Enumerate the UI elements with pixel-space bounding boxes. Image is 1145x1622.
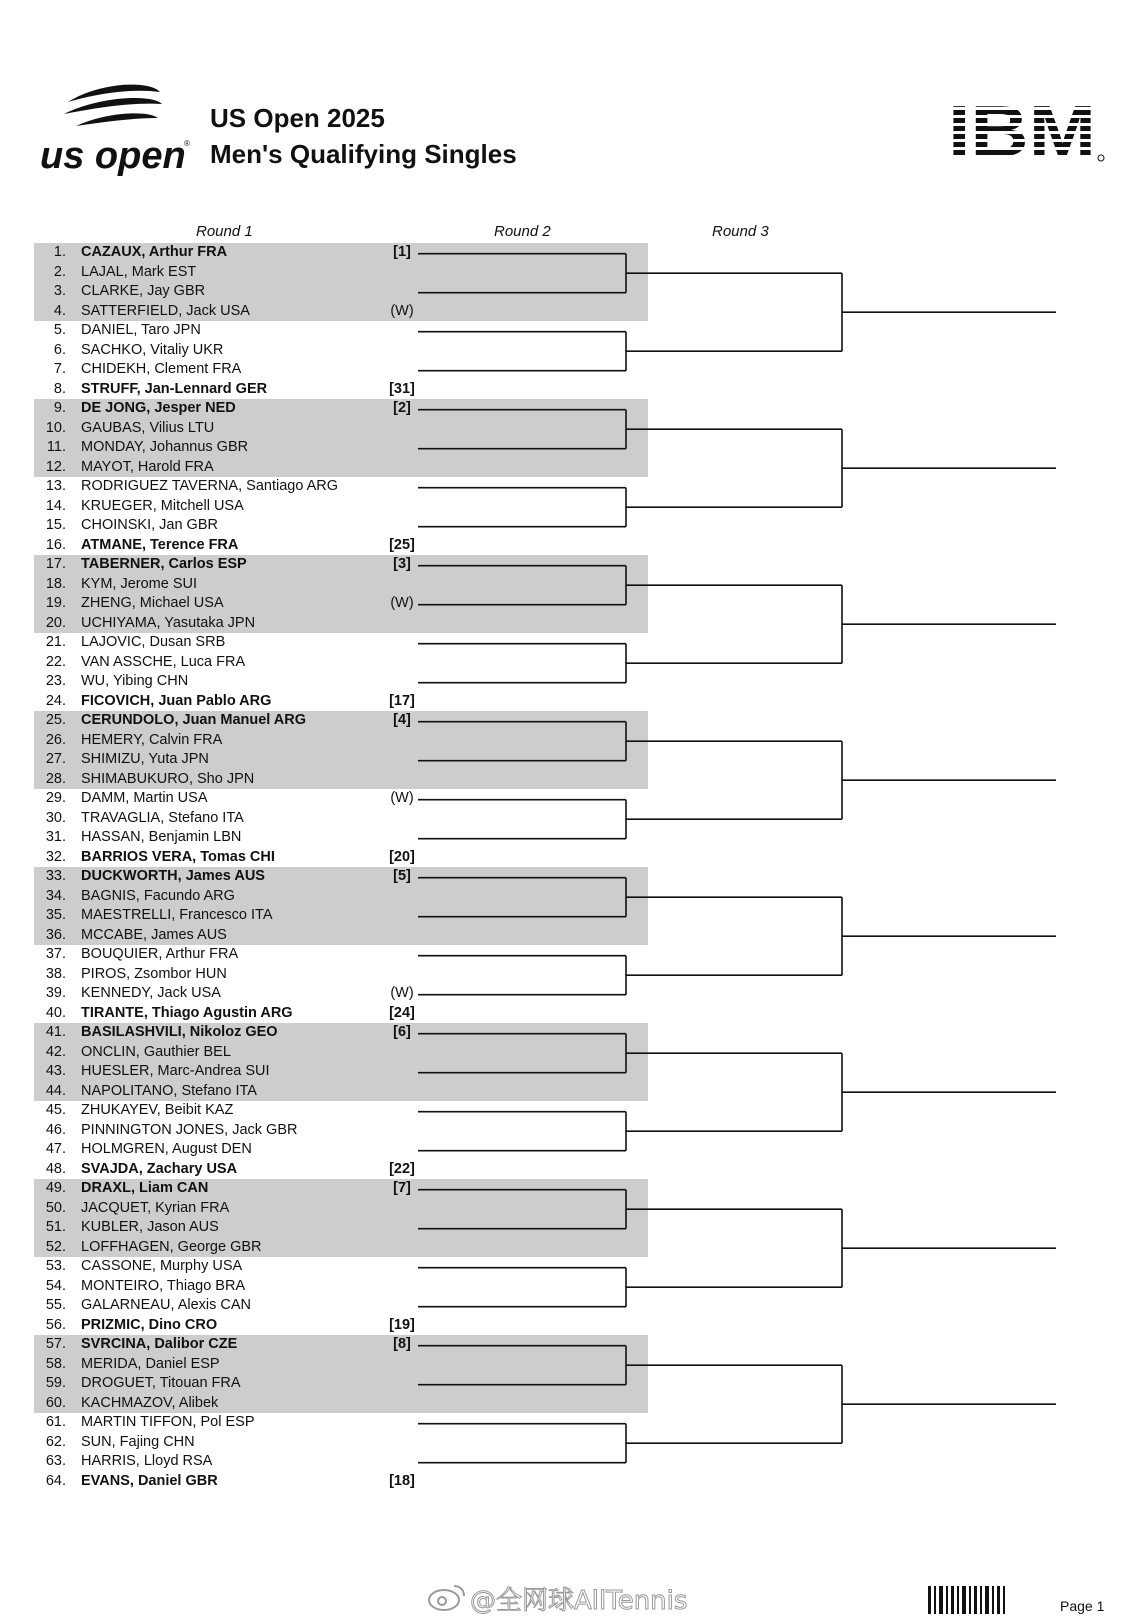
- draw-position: 15.: [45, 517, 66, 533]
- draw-position: 12.: [45, 458, 66, 475]
- player-name: GAUBAS, Vilius LTU: [81, 419, 215, 436]
- draw-position: 51.: [45, 1219, 66, 1235]
- player-name: HASSAN, Benjamin LBN: [81, 829, 242, 845]
- player-name: DE JONG, Jesper NED: [81, 400, 236, 416]
- player-name: SUN, Fajing CHN: [81, 1433, 195, 1450]
- draw-position: 27.: [45, 751, 66, 767]
- draw-position: 31.: [45, 829, 66, 845]
- player-name: TRAVAGLIA, Stefano ITA: [81, 809, 244, 826]
- seed-label: [6]: [393, 1024, 411, 1040]
- seed-label: [20]: [389, 848, 415, 865]
- player-name: CAZAUX, Arthur FRA: [81, 244, 228, 260]
- draw-position: 14.: [45, 497, 66, 514]
- draw-position: 32.: [45, 848, 66, 865]
- draw-position: 47.: [45, 1141, 66, 1157]
- player-name: LAJAL, Mark EST: [81, 263, 197, 280]
- draw-position: 61.: [45, 1414, 66, 1430]
- player-name: PINNINGTON JONES, Jack GBR: [81, 1121, 298, 1138]
- player-name: TIRANTE, Thiago Agustin ARG: [81, 1004, 293, 1021]
- svg-text:®: ®: [184, 139, 190, 148]
- player-name: JACQUET, Kyrian FRA: [81, 1199, 230, 1216]
- draw-position: 40.: [45, 1004, 66, 1021]
- draw-position: 55.: [45, 1297, 66, 1313]
- player-name: ATMANE, Terence FRA: [81, 536, 239, 553]
- seed-label: (W): [390, 302, 414, 319]
- draw-position: 5.: [53, 322, 66, 338]
- player-name: EVANS, Daniel GBR: [81, 1472, 218, 1489]
- page-title: US Open 2025: [210, 103, 385, 133]
- player-name: DAMM, Martin USA: [81, 790, 208, 806]
- seed-label: [17]: [389, 692, 415, 709]
- player-name: PIROS, Zsombor HUN: [81, 965, 227, 982]
- draw-position: 9.: [53, 400, 66, 416]
- draw-position: 34.: [45, 887, 66, 904]
- watermark: @全网球AllTennis: [470, 1586, 688, 1616]
- player-name: WU, Yibing CHN: [81, 673, 189, 689]
- player-name: MERIDA, Daniel ESP: [81, 1355, 220, 1372]
- seed-label: [8]: [393, 1336, 411, 1352]
- draw-position: 46.: [45, 1121, 66, 1138]
- player-name: CLARKE, Jay GBR: [81, 283, 206, 299]
- seed-label: [5]: [393, 868, 411, 884]
- draw-position: 39.: [45, 985, 66, 1001]
- player-name: KENNEDY, Jack USA: [81, 985, 221, 1001]
- draw-position: 57.: [45, 1336, 66, 1352]
- player-name: DRAXL, Liam CAN: [81, 1180, 209, 1196]
- draw-position: 42.: [45, 1043, 66, 1060]
- draw-position: 37.: [45, 946, 66, 962]
- draw-position: 43.: [45, 1063, 66, 1079]
- player-name: VAN ASSCHE, Luca FRA: [81, 653, 246, 670]
- seed-label: [24]: [389, 1004, 415, 1021]
- draw-position: 30.: [45, 809, 66, 826]
- draw-position: 54.: [45, 1277, 66, 1294]
- player-name: MCCABE, James AUS: [81, 926, 227, 943]
- title-block: [210, 100, 517, 172]
- player-name: LOFFHAGEN, George GBR: [81, 1238, 262, 1255]
- draw-position: 33.: [45, 868, 66, 884]
- draw-position: 52.: [45, 1238, 66, 1255]
- seed-label: (W): [390, 985, 414, 1001]
- draw-position: 25.: [45, 712, 66, 728]
- player-name: SVRCINA, Dalibor CZE: [81, 1336, 238, 1352]
- player-name: UCHIYAMA, Yasutaka JPN: [81, 614, 256, 631]
- svg-text:us open: us open: [40, 135, 186, 177]
- draw-position: 23.: [45, 673, 66, 689]
- player-name: DROGUET, Titouan FRA: [81, 1375, 241, 1391]
- player-name: HEMERY, Calvin FRA: [81, 731, 223, 748]
- seed-label: [19]: [389, 1316, 415, 1333]
- seed-label: [1]: [393, 244, 411, 260]
- player-name: CERUNDOLO, Juan Manuel ARG: [81, 712, 307, 728]
- player-name: SATTERFIELD, Jack USA: [81, 302, 250, 319]
- player-name: ONCLIN, Gauthier BEL: [81, 1043, 231, 1060]
- draw-position: 13.: [45, 478, 66, 494]
- player-name: SVAJDA, Zachary USA: [81, 1160, 238, 1177]
- seed-label: (W): [390, 790, 414, 806]
- ibm-logo-icon: IBM: [948, 100, 1108, 166]
- seed-label: [7]: [393, 1180, 411, 1196]
- draw-position: 50.: [45, 1199, 66, 1216]
- player-name: FICOVICH, Juan Pablo ARG: [81, 692, 272, 709]
- player-name: HARRIS, Lloyd RSA: [81, 1453, 213, 1469]
- player-name: NAPOLITANO, Stefano ITA: [81, 1082, 257, 1099]
- player-name: BASILASHVILI, Nikoloz GEO: [81, 1024, 278, 1040]
- player-name: ZHENG, Michael USA: [81, 595, 224, 611]
- draw-position: 44.: [45, 1082, 66, 1099]
- draw-position: 24.: [45, 692, 66, 709]
- ibm-logo: [948, 100, 1108, 166]
- draw-bracket: [34, 243, 1134, 1489]
- draw-position: 26.: [45, 731, 66, 748]
- player-name: BARRIOS VERA, Tomas CHI: [81, 848, 275, 865]
- player-name: LAJOVIC, Dusan SRB: [81, 634, 226, 650]
- draw-position: 6.: [53, 341, 66, 358]
- player-name: BOUQUIER, Arthur FRA: [81, 946, 239, 962]
- seed-label: [4]: [393, 712, 411, 728]
- draw-position: 58.: [45, 1355, 66, 1372]
- draw-position: 53.: [45, 1258, 66, 1274]
- draw-position: 2.: [53, 263, 66, 280]
- seed-label: [3]: [393, 556, 411, 572]
- player-name: CHIDEKH, Clement FRA: [81, 361, 242, 377]
- draw-position: 38.: [45, 965, 66, 982]
- draw-position: 22.: [45, 653, 66, 670]
- player-name: STRUFF, Jan-Lennard GER: [81, 380, 268, 397]
- draw-position: 16.: [45, 536, 66, 553]
- draw-position: 20.: [45, 614, 66, 631]
- bracket-lines: [34, 243, 1134, 1483]
- draw-position: 3.: [53, 283, 66, 299]
- seed-label: [22]: [389, 1160, 415, 1177]
- player-name: GALARNEAU, Alexis CAN: [81, 1297, 252, 1313]
- player-name: CHOINSKI, Jan GBR: [81, 517, 218, 533]
- player-name: MARTIN TIFFON, Pol ESP: [81, 1414, 255, 1430]
- player-name: DUCKWORTH, James AUS: [81, 868, 265, 884]
- player-name: MAESTRELLI, Francesco ITA: [81, 907, 273, 923]
- tennis-ball-swoosh-icon: [40, 80, 200, 190]
- player-name: ZHUKAYEV, Beibit KAZ: [81, 1102, 234, 1118]
- draw-position: 60.: [45, 1394, 66, 1411]
- draw-position: 48.: [45, 1160, 66, 1177]
- player-name: KACHMAZOV, Alibek: [81, 1394, 219, 1411]
- draw-position: 49.: [45, 1180, 66, 1196]
- player-name: SHIMABUKURO, Sho JPN: [81, 770, 255, 787]
- player-name: HUESLER, Marc-Andrea SUI: [81, 1063, 270, 1079]
- seed-label: [31]: [389, 380, 415, 397]
- player-name: MAYOT, Harold FRA: [81, 458, 214, 475]
- seed-label: [25]: [389, 536, 415, 553]
- draw-position: 21.: [45, 634, 66, 650]
- draw-position: 35.: [45, 907, 66, 923]
- draw-position: 36.: [45, 926, 66, 943]
- draw-position: 1.: [53, 244, 66, 260]
- draw-position: 4.: [53, 302, 66, 319]
- player-name: SHIMIZU, Yuta JPN: [81, 751, 209, 767]
- draw-position: 45.: [45, 1102, 66, 1118]
- draw-position: 10.: [45, 419, 66, 436]
- us-open-logo: [40, 80, 200, 190]
- draw-position: 11.: [46, 439, 66, 455]
- draw-position: 56.: [45, 1316, 66, 1333]
- player-name: DANIEL, Taro JPN: [81, 322, 201, 338]
- page-subtitle: Men's Qualifying Singles: [210, 139, 517, 169]
- player-name: HOLMGREN, August DEN: [81, 1141, 252, 1157]
- player-name: CASSONE, Murphy USA: [81, 1258, 243, 1274]
- round-3-header: Round 3: [712, 223, 769, 240]
- round-2-header: Round 2: [494, 223, 551, 240]
- player-name: KRUEGER, Mitchell USA: [81, 497, 244, 514]
- draw-position: 8.: [53, 380, 66, 397]
- seed-label: (W): [390, 595, 414, 611]
- draw-position: 28.: [45, 770, 66, 787]
- draw-position: 29.: [45, 790, 66, 806]
- player-name: MONTEIRO, Thiago BRA: [81, 1277, 246, 1294]
- player-name: SACHKO, Vitaliy UKR: [81, 341, 224, 358]
- round-1-header: Round 1: [196, 223, 253, 240]
- player-name: TABERNER, Carlos ESP: [81, 556, 247, 572]
- player-name: BAGNIS, Facundo ARG: [81, 887, 235, 904]
- player-name: PRIZMIC, Dino CRO: [81, 1316, 218, 1333]
- seed-label: [18]: [389, 1472, 415, 1489]
- draw-position: 17.: [45, 556, 66, 572]
- player-name: KUBLER, Jason AUS: [81, 1219, 219, 1235]
- draw-position: 18.: [45, 575, 66, 592]
- player-name: KYM, Jerome SUI: [81, 575, 198, 592]
- page-label: Page 1: [1060, 1598, 1105, 1614]
- draw-position: 64.: [45, 1472, 66, 1489]
- draw-position: 19.: [45, 595, 66, 611]
- draw-position: 63.: [45, 1453, 66, 1469]
- player-name: RODRIGUEZ TAVERNA, Santiago ARG: [81, 478, 339, 494]
- draw-position: 59.: [45, 1375, 66, 1391]
- draw-position: 7.: [53, 361, 66, 377]
- seed-label: [2]: [393, 400, 411, 416]
- player-name: MONDAY, Johannus GBR: [81, 439, 249, 455]
- draw-position: 41.: [45, 1024, 66, 1040]
- draw-position: 62.: [45, 1433, 66, 1450]
- weibo-icon: [426, 1582, 466, 1612]
